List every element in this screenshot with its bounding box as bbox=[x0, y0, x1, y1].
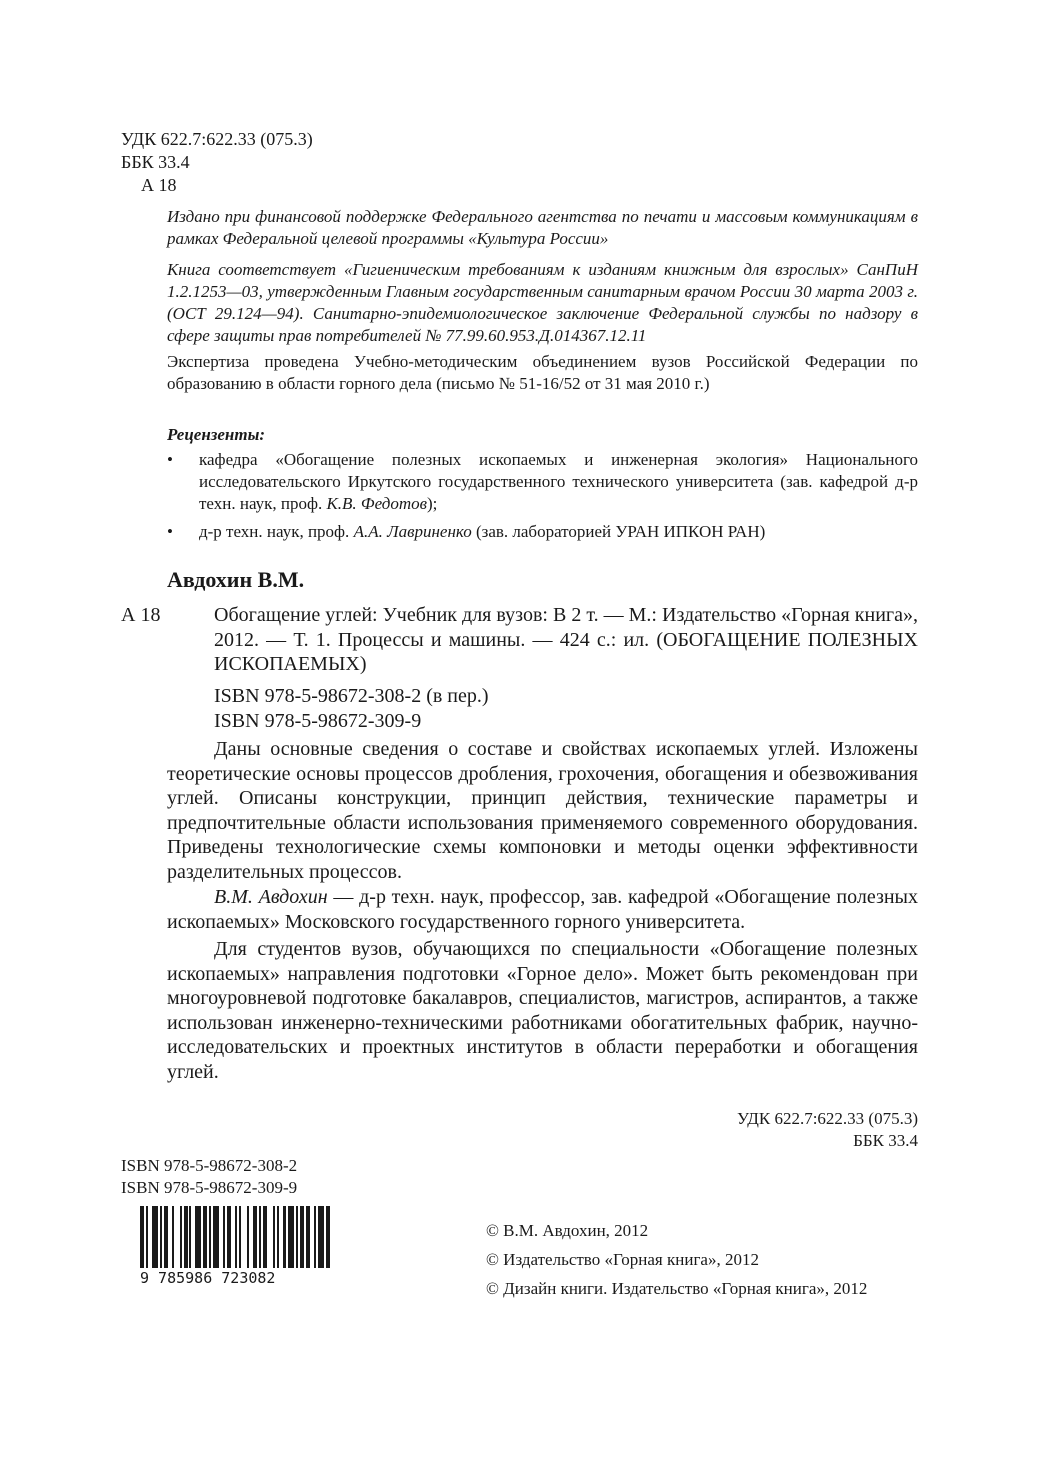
reviewers-block bbox=[167, 424, 918, 543]
udk-bottom: УДК 622.7:622.33 (075.3) bbox=[736, 1109, 918, 1128]
bbk-top: ББК 33.4 bbox=[121, 152, 190, 172]
barcode-digits: 9 785986 723082 bbox=[140, 1269, 276, 1287]
udk-top: УДК 622.7:622.33 (075.3) bbox=[121, 129, 313, 149]
copyright-publisher: © Издательство «Горная книга», 2012 bbox=[486, 1250, 759, 1269]
bullet-icon: • bbox=[167, 450, 173, 469]
barcode-bar bbox=[146, 1206, 148, 1268]
barcode-bar bbox=[253, 1206, 257, 1268]
barcode-bar bbox=[189, 1206, 191, 1268]
barcode-bar bbox=[259, 1206, 261, 1268]
barcode-bar bbox=[227, 1206, 231, 1268]
barcode-bar bbox=[263, 1206, 267, 1268]
barcode-bar bbox=[223, 1206, 225, 1268]
barcode-bar bbox=[195, 1206, 201, 1268]
barcode-bar bbox=[326, 1206, 330, 1268]
barcode-bar bbox=[160, 1206, 162, 1268]
reviewer-2-name: А.А. Лавриненко bbox=[353, 522, 472, 541]
isbn-bottom-1: ISBN 978-5-98672-308-2 bbox=[121, 1156, 298, 1175]
barcode-bar bbox=[203, 1206, 207, 1268]
barcode-bar bbox=[288, 1206, 294, 1268]
author-heading: Авдохин В.М. bbox=[167, 567, 305, 592]
barcode-bar bbox=[277, 1206, 279, 1268]
isbn-barcode bbox=[140, 1206, 332, 1287]
abstract-paragraph: Даны основные сведения о составе и свойствах ископаемых углей. Изложены теоретические основы процессов дробления, грохочения, обогащения и обезвоживания углей. Описаны конструкции, принцип действия, технические параметры и предпочтительные области использования применяемого современного оборудования. Приведены технологические схемы компоновки и методы оценки эффективности разделительных процессов. bbox=[167, 738, 918, 883]
expertise-note: Экспертиза проведена Учебно-методическим объединением вузов Российской Федерации по образованию в области горного дела (письмо № 51-16/52 от 31 мая 2010 г.) bbox=[167, 352, 918, 393]
reviewer-item-2 bbox=[167, 521, 918, 543]
barcode-bar bbox=[164, 1206, 168, 1268]
code-main: А 18 bbox=[121, 604, 161, 626]
barcode-bar bbox=[306, 1206, 310, 1268]
barcode-bar bbox=[314, 1206, 316, 1268]
classification-block-bottom bbox=[618, 1108, 918, 1152]
barcode-bar bbox=[152, 1206, 158, 1268]
isbn-bottom-block bbox=[121, 1155, 297, 1199]
barcode-bars bbox=[140, 1206, 332, 1272]
barcode-bar bbox=[180, 1206, 182, 1268]
reviewer-2-pre: д-р техн. наук, проф. bbox=[199, 522, 350, 541]
isbn-bottom-2: ISBN 978-5-98672-309-9 bbox=[121, 1178, 298, 1197]
barcode-bar bbox=[283, 1206, 287, 1268]
reviewer-1-text: кафедра «Обогащение полезных ископаемых и инженерная экология» Национального исследовательского Иркутского государственного технического университета (зав. кафедрой д-р техн. наук, проф. bbox=[199, 450, 918, 513]
bib-entry: Обогащение углей: Учебник для вузов: В 2 т. — М.: Издательство «Горная книга», 2012. — Т. 1. Процессы и машины. — 424 с.: ил. (ОБОГАЩЕНИЕ ПОЛЕЗНЫХ ИСКОПАЕМЫХ) bbox=[214, 604, 918, 676]
copyright-block bbox=[486, 1216, 867, 1303]
classification-block-top bbox=[121, 128, 421, 197]
sanpin-note: Книга соответствует «Гигиеническим требованиям к изданиям книжным для взрослых» СанПиН 1.2.1253—03, утвержденным Главным государственным санитарным врачом России 30 марта 2003 г. (ОСТ 29.124—94). Санитарно-эпидемиологическое заключение Федеральной службы по надзору в сфере защиты прав потребителей № 77.99.60.953.Д.014367.12.11 bbox=[167, 260, 918, 345]
copyright-design: © Дизайн книги. Издательство «Горная книга», 2012 bbox=[486, 1279, 868, 1298]
barcode-bar bbox=[296, 1206, 298, 1268]
barcode-bar bbox=[213, 1206, 219, 1268]
isbn-2: ISBN 978-5-98672-309-9 bbox=[214, 710, 422, 732]
barcode-bar bbox=[247, 1206, 249, 1268]
bbk-bottom: ББК 33.4 bbox=[853, 1131, 918, 1150]
barcode-bar bbox=[273, 1206, 275, 1268]
reviewer-1-name: К.В. Федотов bbox=[326, 494, 427, 513]
author-note-name: В.М. Авдохин bbox=[214, 886, 328, 908]
isbn-1: ISBN 978-5-98672-308-2 (в пер.) bbox=[214, 685, 489, 707]
barcode-bar bbox=[184, 1206, 188, 1268]
funding-note: Издано при финансовой поддержке Федерального агентства по печати и массовым коммуникациям в рамках Федеральной целевой программы «Культура России» bbox=[167, 207, 918, 248]
barcode-bar bbox=[235, 1206, 237, 1268]
reviewer-1-end: ); bbox=[426, 494, 438, 513]
author-note bbox=[167, 885, 918, 934]
copyright-author: © В.М. Авдохин, 2012 bbox=[486, 1221, 649, 1240]
bullet-icon: • bbox=[167, 522, 173, 541]
reviewers-heading: Рецензенты: bbox=[167, 425, 266, 444]
reviewer-2-post: (зав. лабораторией УРАН ИПКОН РАН) bbox=[475, 522, 766, 541]
code-top: А 18 bbox=[141, 175, 177, 195]
barcode-bar bbox=[209, 1206, 211, 1268]
barcode-bar bbox=[318, 1206, 324, 1268]
barcode-bar bbox=[239, 1206, 241, 1268]
barcode-bar bbox=[300, 1206, 304, 1268]
reviewer-item-1 bbox=[167, 449, 918, 515]
barcode-bar bbox=[172, 1206, 174, 1268]
audience-paragraph: Для студентов вузов, обучающихся по специальности «Обогащение полезных ископаемых» направления подготовки «Горное дело». Может быть рекомендован при многоуровневой подготовке бакалавров, специалистов, магистров, аспирантов, а также использован инженерно-техническими работниками обогатительных фабрик, научно-исследовательских и проектных институтов в области переработки и обогащения углей. bbox=[167, 938, 918, 1083]
barcode-bar bbox=[140, 1206, 144, 1268]
author-note-text: — д-р техн. наук, профессор, зав. кафедрой «Обогащение полезных ископаемых» Московского государственного горного университета. bbox=[167, 886, 918, 933]
